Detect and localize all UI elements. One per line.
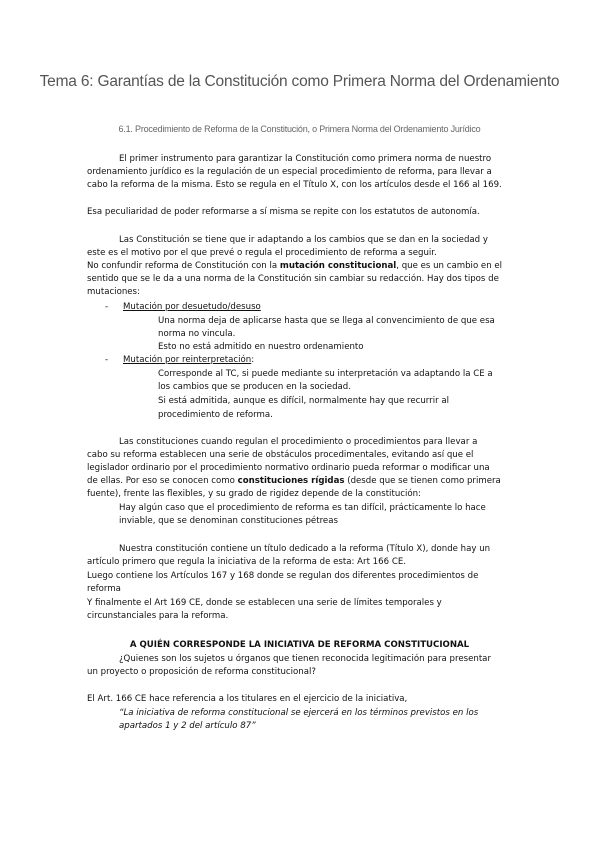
section-heading: A QUIÉN CORRESPONDE LA INICIATIVA DE REFORMA CONSTITUCIONAL [129,640,470,650]
quote-line: “La iniciativa de reforma constitucional se ejercerá en los términos previstos en los [119,708,479,718]
quote-line: apartados 1 y 2 del artículo 87” [119,721,256,731]
bullet-line: norma no vincula. [158,329,236,339]
paragraph-line: Luego contiene los Artículos 167 y 168 donde se regulan dos diferentes procedimientos de [87,571,479,581]
paragraph-line: Las constituciones cuando regulan el procedimiento o procedimientos para llevar a [119,437,478,447]
paragraph-line: ¿Quienes son los sujetos u órganos que tienen reconocida legitimación para presentar [119,654,491,664]
paragraph-line: fuente), frente las flexibles, y su grado de rigidez depende de la constitución: [87,489,421,499]
emphasis-term: constituciones rígidas [237,476,345,486]
bullet-title-line [123,355,254,366]
paragraph-line: Esa peculiaridad de poder reformarse a sí misma se repite con los estatutos de autonomía. [87,207,480,217]
list-bullet: - [105,302,109,312]
paragraph-line: Y finalmente el Art 169 CE, donde se establecen una serie de límites temporales y [87,598,442,608]
paragraph-line: circunstanciales para la reforma. [87,611,229,621]
text-run: , que es un cambio en el [396,261,503,271]
bullet-line: Corresponde al TC, si puede mediante su interpretación va adaptando la CE a [158,369,493,379]
paragraph-line: inviable, que se denominan constituciones pétreas [119,516,338,526]
text-run: de ellas. Por eso se conocen como [87,476,238,486]
paragraph-line: cabo la reforma de la misma. Esto se regula en el Título X, con los artículos desde el 166 al 169. [87,180,502,190]
text-run: : [251,355,255,365]
paragraph-line: Nuestra constitución contiene un título dedicado a la reforma (Título X), donde hay un [119,544,491,554]
paragraph-line: un proyecto o proposición de reforma constitucional? [87,667,316,677]
paragraph-line: este es el motivo por el que prevé o regula el procedimiento de reforma a seguir. [87,248,437,258]
list-bullet: - [105,355,109,365]
paragraph-line: artículo primero que regula la iniciativa de la reforma de esta: Art 166 CE. [87,557,406,567]
bullet-title: Mutación por reinterpretación [123,355,252,365]
page-title: Tema 6: Garantías de la Constitución como Primera Norma del Ordenamiento [39,73,560,90]
paragraph-line: reforma [87,584,121,594]
bullet-line: Esto no está admitido en nuestro ordenamiento [158,342,364,352]
bullet-line: Si está admitida, aunque es difícil, normalmente hay que recurrir al [158,396,450,406]
paragraph-line: cabo su reforma establecen una serie de obstáculos procedimentales, evitando así que el [87,450,474,460]
paragraph-line: sentido que se le da a una norma de la Constitución sin cambiar su redacción. Hay dos tipos de [87,274,499,284]
bullet-title: Mutación por desuetudo/desuso [123,302,261,312]
bullet-line: Una norma deja de aplicarse hasta que se llega al convencimiento de que esa [158,316,495,326]
paragraph-line: mutaciones: [87,287,140,297]
emphasis-term: mutación constitucional [279,261,397,271]
paragraph-line [87,261,502,272]
text-run: No confundir reforma de Constitución con la [87,261,280,271]
paragraph-line: El primer instrumento para garantizar la Constitución como primera norma de nuestro [119,154,492,164]
paragraph-line: El Art. 166 CE hace referencia a los titulares en el ejercicio de la iniciativa, [87,694,408,704]
paragraph-line: ordenamiento jurídico es la regulación de un especial procedimiento de reforma, para llevar a [87,167,492,177]
paragraph-line: Las Constitución se tiene que ir adaptando a los cambios que se dan en la sociedad y [119,235,488,245]
text-run: (desde que se tienen como primera [344,476,501,486]
paragraph-line: Hay algún caso que el procedimiento de reforma es tan difícil, prácticamente lo hace [119,503,486,513]
paragraph-line: legislador ordinario por el procedimiento normativo ordinario pueda reformar o modificar una [87,463,490,473]
section-subtitle: 6.1. Procedimiento de Reforma de la Constitución, o Primera Norma del Ordenamiento Jurídico [118,124,481,134]
paragraph-line [87,476,501,487]
bullet-line: los cambios que se producen en la sociedad. [158,382,351,392]
bullet-line: procedimiento de reforma. [158,410,273,420]
